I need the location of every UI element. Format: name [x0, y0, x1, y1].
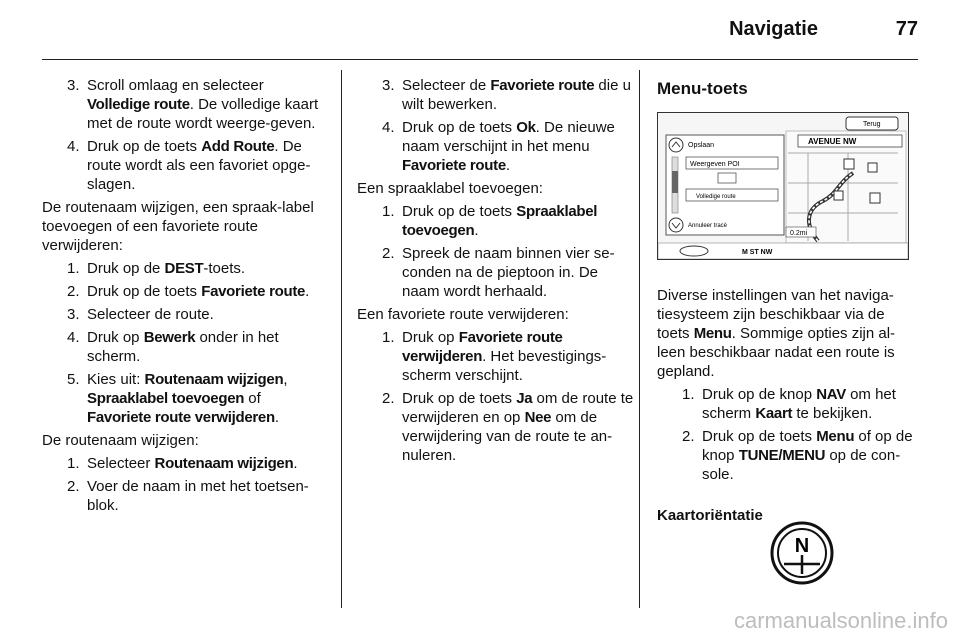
list-item: 1. Selecteer Routenaam wijzigen. [67, 455, 298, 472]
list-item: 1. Druk op Favoriete route verwijderen. Het bevestigings-scherm verschijnt. [382, 329, 607, 384]
column-1 [42, 76, 327, 519]
page-number: 77 [895, 18, 918, 40]
menu-item-label: Opslaan [688, 142, 715, 149]
list-item: 3. Selecteer de route. [67, 306, 214, 323]
list-item: 2. Druk op de toets Menu of op de knop TUNE/MENU op de con-sole. [682, 428, 913, 483]
back-button-label: Terug [863, 121, 881, 128]
header-rule [42, 59, 918, 60]
compass-illustration [752, 508, 942, 616]
paragraph: Een spraaklabel toevoegen: [357, 180, 543, 197]
list-item: 2. Druk op de toets Ja om de route te verwijderen en op Nee om de verwijdering van de route te an-nuleren. [382, 390, 634, 464]
scale-label: 0.2mi [790, 230, 808, 237]
nav-screen-svg [658, 113, 908, 259]
section-heading: Menu-toets [657, 79, 748, 98]
nav-screen-illustration [657, 112, 909, 260]
list-item: 4. Druk op de toets Ok. De nieuwe naam verschijnt in het menu Favoriete route. [382, 119, 615, 174]
list-item: 1. Druk op de knop NAV om het scherm Kaart te bekijken. [682, 386, 896, 422]
compass-letter: N [794, 535, 810, 557]
list-item: 2. Voer de naam in met het toetsen-blok. [67, 478, 309, 514]
list-item: 3. Selecteer de Favoriete route die u wilt bewerken. [382, 77, 631, 113]
list-item: 4. Druk op Bewerk onder in het scherm. [67, 329, 279, 365]
street-name-label: AVENUE NW [808, 137, 857, 146]
list-item: 2. Spreek de naam binnen vier se-conden na de pieptoon in. De naam wordt herhaald. [382, 245, 615, 300]
paragraph: De routenaam wijzigen: [42, 432, 199, 449]
compass-icon [752, 508, 852, 608]
list-item: 2. Druk op de toets Favoriete route. [67, 283, 310, 300]
subsection-heading: Kaartoriëntatie [657, 507, 763, 524]
column-3 [657, 76, 919, 525]
menu-item-label: Volledige route [696, 194, 736, 200]
list-item: 3. Scroll omlaag en selecteer Volledige route. De volledige kaart met de route wordt weerge-geven. [67, 77, 319, 132]
column-divider [341, 70, 342, 608]
page-title: Navigatie [729, 18, 818, 40]
bottom-street-label: M ST NW [742, 249, 773, 256]
list-item: 4. Druk op de toets Add Route. De route wordt als een favoriet opge-slagen. [67, 138, 311, 193]
column-divider [639, 70, 640, 608]
list-item: 5. Kies uit: Routenaam wijzigen, Spraaklabel toevoegen of Favoriete route verwijderen. [67, 371, 288, 426]
paragraph: Een favoriete route verwijderen: [357, 306, 569, 323]
list-item: 1. Druk op de toets Spraaklabel toevoegen. [382, 203, 598, 239]
paragraph: De routenaam wijzigen, een spraak-label toevoegen of een favoriete route verwijderen: [42, 199, 314, 254]
menu-item-label: Annuleer tracé [688, 223, 728, 229]
list-item: 1. Druk op de DEST-toets. [67, 260, 246, 277]
paragraph: Diverse instellingen van het naviga-tiesysteem zijn beschikbaar via de toets Menu. Sommige opties zijn al-leen beschikbaar nadat een route is gepland. [657, 287, 896, 380]
column-2 [357, 76, 637, 469]
page-header [42, 0, 918, 60]
menu-item-label: Weergeven POI [690, 161, 740, 168]
watermark: carmanualsonline.info [733, 608, 948, 633]
